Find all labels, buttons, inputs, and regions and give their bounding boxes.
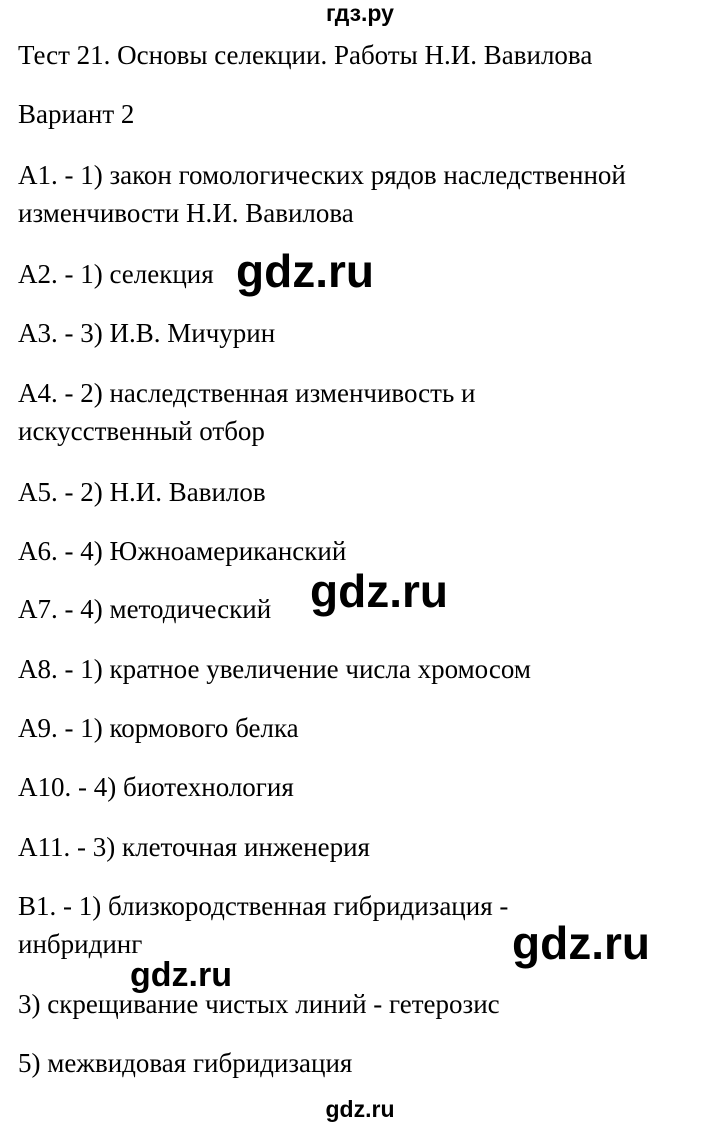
answer-line: А1. - 1) закон гомологических рядов наследственной — [18, 160, 626, 190]
answer-line: А9. - 1) кормового белка — [18, 713, 299, 743]
answer-line: А11. - 3) клеточная инженерия — [18, 832, 370, 862]
answer-line: 5) межвидовая гибридизация — [18, 1048, 353, 1078]
answer-line: А3. - 3) И.В. Мичурин — [18, 318, 276, 348]
answer-line: В1. - 1) близкородственная гибридизация - — [18, 891, 509, 921]
answer-line: А8. - 1) кратное увеличение числа хромосом — [18, 654, 531, 684]
answer-line: А2. - 1) селекция — [18, 259, 214, 289]
answer-line: А10. - 4) биотехнология — [18, 772, 294, 802]
answer-line: искусственный отбор — [18, 416, 265, 446]
answer-line: изменчивости Н.И. Вавилова — [18, 198, 354, 228]
watermark: gdz.ru — [512, 917, 650, 969]
page-title: Тест 21. Основы селекции. Работы Н.И. Вавилова — [18, 40, 593, 70]
answer-line: 3) скрещивание чистых линий - гетерозис — [18, 989, 500, 1019]
watermark: gdz.ru — [236, 245, 374, 297]
site-header: гдз.ру — [326, 0, 394, 26]
watermark: gdz.ru — [130, 956, 232, 994]
answer-line: А6. - 4) Южноамериканский — [18, 536, 347, 566]
variant-label: Вариант 2 — [18, 99, 135, 129]
answer-line: А4. - 2) наследственная изменчивость и — [18, 378, 476, 408]
answer-line: А5. - 2) Н.И. Вавилов — [18, 477, 266, 507]
site-footer: gdz.ru — [325, 1096, 395, 1122]
watermark: gdz.ru — [310, 565, 448, 617]
answer-line: А7. - 4) методический — [18, 594, 272, 624]
answer-line: инбридинг — [18, 929, 143, 959]
